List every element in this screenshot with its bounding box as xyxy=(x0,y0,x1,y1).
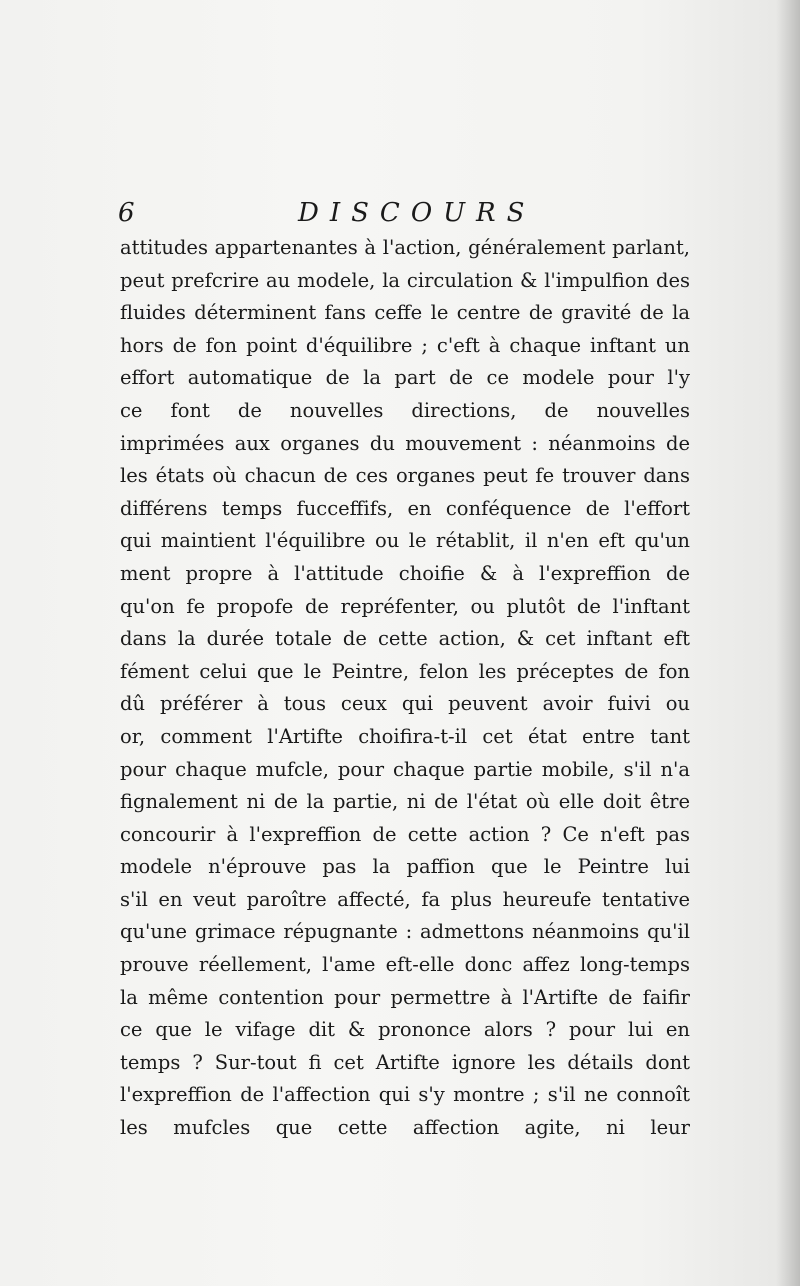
running-head xyxy=(118,196,688,230)
text-line: temps ? Sur-tout fi cet Artifte ignore les détails dont xyxy=(120,1050,690,1074)
text-line: prouve réellement, l'ame eft-elle donc affez long-temps xyxy=(120,953,690,977)
text-line: s'il en veut paroître affecté, fa plus heureufe tentative xyxy=(120,887,690,911)
text-line: l'expreffion de l'affection qui s'y montre ; s'il ne connoît xyxy=(120,1083,690,1107)
text-line: fluides déterminent fans ceffe le centre de gravité de la xyxy=(120,301,690,325)
text-line: imprimées aux organes du mouvement : néanmoins de xyxy=(120,431,690,455)
text-line: ce font de nouvelles directions, de nouvelles xyxy=(120,398,690,422)
text-line: or, comment l'Artifte choifira-t-il cet état entre tant xyxy=(120,724,690,748)
text-line: la même contention pour permettre à l'Artifte de faifir xyxy=(120,985,690,1009)
text-line: concourir à l'expreffion de cette action ? Ce n'eft pas xyxy=(120,822,690,846)
page-number: 6 xyxy=(118,198,135,228)
text-line: dans la durée totale de cette action, & cet inftant eft xyxy=(120,627,690,651)
text-line: fignalement ni de la partie, ni de l'état où elle doit être xyxy=(120,790,690,814)
text-line: ment propre à l'attitude choifie & à l'expreffion de xyxy=(120,561,690,585)
text-line: peut prefcrire au modele, la circulation & l'impulfion des xyxy=(120,268,690,292)
text-line: effort automatique de la part de ce modele pour l'y xyxy=(120,366,690,390)
text-line: fément celui que le Peintre, felon les préceptes de fon xyxy=(120,659,690,683)
body-text xyxy=(120,232,690,1145)
text-line: pour chaque mufcle, pour chaque partie mobile, s'il n'a xyxy=(120,757,690,781)
text-line: les mufcles que cette affection agite, ni leur xyxy=(120,1116,690,1140)
text-line: attitudes appartenantes à l'action, généralement parlant, xyxy=(120,236,690,259)
text-line: qui maintient l'équilibre ou le rétablit, il n'en eft qu'un xyxy=(120,529,690,553)
text-line: qu'une grimace répugnante : admettons néanmoins qu'il xyxy=(120,920,690,944)
text-line: hors de fon point d'équilibre ; c'eft à chaque inftant un xyxy=(120,333,690,357)
running-title: DISCOURS xyxy=(298,198,536,228)
text-line: différens temps fucceffifs, en conféquence de l'effort xyxy=(120,496,690,520)
text-line: dû préférer à tous ceux qui peuvent avoir fuivi ou xyxy=(120,692,690,716)
text-line: ce que le vifage dit & prononce alors ? pour lui en xyxy=(120,1018,690,1042)
text-line: qu'on fe propofe de repréfenter, ou plutôt de l'inftant xyxy=(120,594,690,618)
text-line: les états où chacun de ces organes peut fe trouver dans xyxy=(120,464,690,488)
text-line: modele n'éprouve pas la paffion que le Peintre lui xyxy=(120,855,690,879)
